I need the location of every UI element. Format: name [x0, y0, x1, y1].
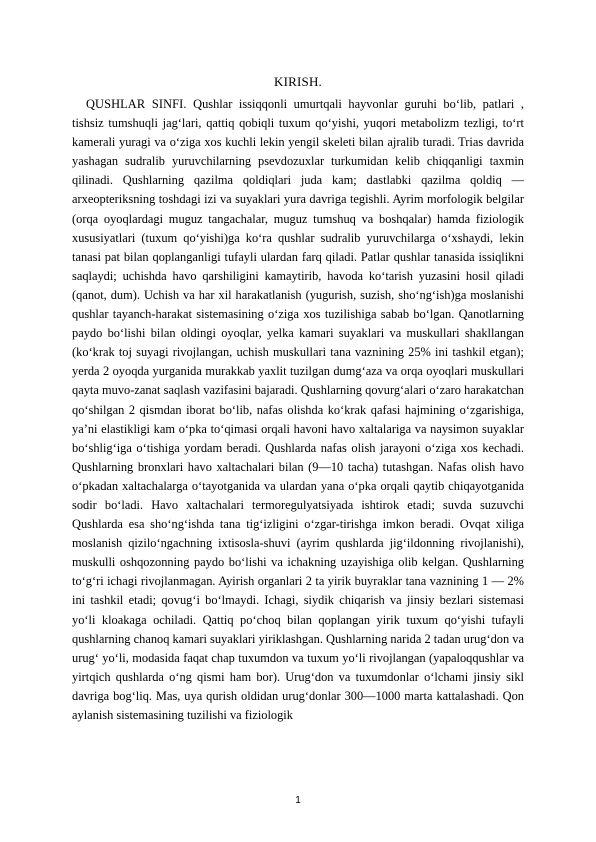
page-number: 1 [295, 795, 301, 806]
paragraph-text: Qushlar issiqqonli umurtqali hayvonlar guruhi bo‘lib, patlari , tishsiz tumshuqli jag‘lari, qattiq qobiqli tuxum qo‘yishi, yuqori metabolizm tezligi, to‘rt kamerali yuragi va o‘ziga xos kuchli lekin yengil skeleti bilan ajralib turadi. Trias davrida yashagan sudralib yuruvchilarning psevdozuxlar turkumidan kelib chiqqanligi taxmin qilinadi. Qushlarning qazilma qoldiqlari juda kam; dastlabki qazilma qoldiq — arxeopteriksning toshdagi izi va suyaklari yura davriga tegishli. Ayrim morfologik belgilar (orqa oyoqlardagi muguz tangachalar, muguz tumshuq va boshqalar) hamda fiziologik xususiyatlari (tuxum qo‘yishi)ga ko‘ra qushlar sudralib yuruvchilarga o‘xshaydi, lekin tanasi pat bilan qoplanganligi tufayli ulardan farq qiladi. Patlar qushlar tanasida issiqlikni saqlaydi; uchishda havo qarshiligini kamaytirib, havoda ko‘tarish yuzasini hosil qiladi (qanot, dum). Uchish va har xil harakatlanish (yugurish, suzish, sho‘ng‘ish)ga moslanishi qushlar tayanch-harakat sistemasining o‘ziga xos tuzilishiga sabab bo‘lgan. Qanotlarning paydo bo‘lishi bilan oldingi oyoqlar, yelka kamari suyaklari va muskullari shakllangan (ko‘krak toj suyagi rivojlangan, uchish muskullari tana vaznining 25% ini tashkil etgan); yerda 2 oyoqda yurganida murakkab yaxlit tuzilgan dumg‘aza va orqa oyoqlari muskullari qayta muvo-zanat saqlash vazifasini bajaradi. Qushlarning qovurg‘alari o‘zaro harakatchan qo‘shilgan 2 qismdan iborat bo‘lib, nafas olishda ko‘krak qafasi hajmining o‘zgarishiga, ya’ni elastikligi kam o‘pka to‘qimasi orqali havoni havo xaltalariga va naysimon suyaklar bo‘shlig‘iga o‘tishiga yordam beradi. Qushlarda nafas olish jarayoni o‘ziga xos kechadi. Qushlarning bronxlari havo xaltachalari bilan (9—10 tacha) tutashgan. Nafas olish havo o‘pkadan xaltachalarga o‘tayotganida va ulardan yana o‘pka orqali qaytib chiqayotganida sodir bo‘ladi. Havo xaltachalari termoregulyatsiyada ishtirok etadi; suvda suzuvchi Qushlarda esa sho‘ng‘ishda tana tig‘izligini o‘zgar-tirishga imkon beradi. Ovqat xiliga moslanish qizilo‘ngachning ixtisosla-shuvi (ayrim qushlarda jig‘ildonning rivojlanishi), muskulli oshqozonning paydo bo‘lishi va ichakning uzayishiga olib kelgan. Qushlarning to‘g‘ri ichagi rivojlanmagan. Ayirish organlari 2 ta yirik buyraklar tana vaznining 1 — 2% ini tashkil etadi; qovug‘i bo‘lmaydi. Ichagi, siydik chiqarish va jinsiy bezlari sistemasi yo‘li kloakaga ochiladi. Qattiq po‘choq bilan qoplangan yirik tuxum qo‘yishi tufayli qushlarning chanoq kamari suyaklari yiriklashgan. Qushlarning narida 2 tadan urug‘don va urug‘ yo‘li, modasida faqat chap tuxumdon va tuxum yo‘li rivojlangan (yapaloqqushlar va yirtqich qushlarda o‘ng qismi ham bor). Urug‘don va tuxumdonlar o‘lchami jinsiy sikl davriga bog‘liq. Mas, uya qurish oldidan urug‘donlar 300—1000 marta kattalashadi. Qon aylanish sistemasining tuzilishi va fiziologik [72, 97, 524, 722]
page-heading: KIRISH. [274, 74, 322, 89]
body-paragraph [72, 95, 524, 725]
section-lead: QUSHLAR SINFI. [86, 97, 187, 111]
